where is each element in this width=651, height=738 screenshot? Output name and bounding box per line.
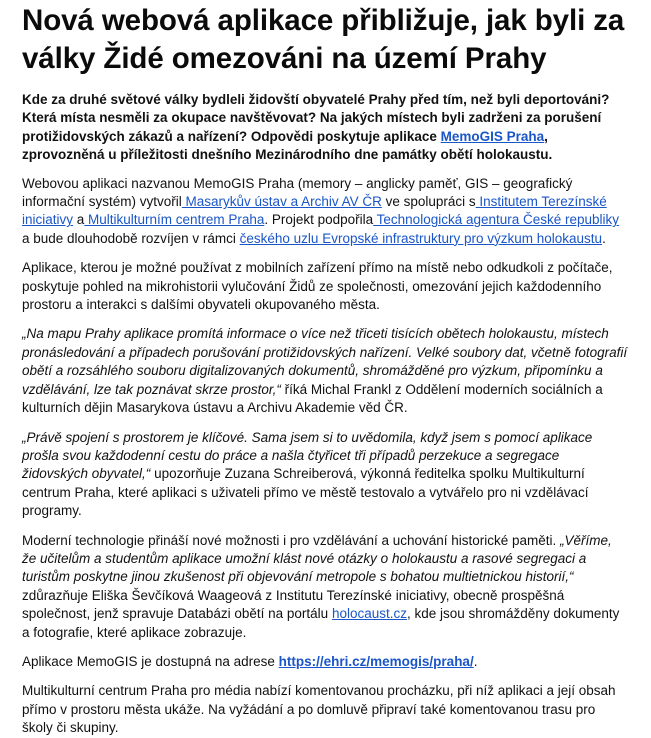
p1-text-5: a bude dlouhodobě rozvíjen v rámci [22, 230, 240, 246]
p1-text-2: ve spolupráci s [381, 194, 476, 210]
paragraph-app-url [22, 653, 629, 671]
p1-text-3: a [73, 212, 85, 228]
frankl-attribution: říká Michal Frankl z Oddělení moderních sociálních a kulturních dějin Masarykova ústavu a Archivu Akademie věd ČR. [22, 381, 603, 416]
waageova-quote: „Věříme, že učitelům a studentům aplikace umožní klást nové otázky o holokaustu a rasové segregaci a turistům poskytne jinou zkušenost při objevování metropole s bohatou multietnickou historií,“ [22, 532, 612, 585]
p6-text-2: . [473, 653, 478, 669]
p5-text-1: Moderní technologie přináší nové možnosti i pro vzdělávání a uchování historické paměti. [22, 532, 561, 548]
lead-text-2: , zprovozněná u příležitosti dnešního Mezinárodního dne památky obětí holokaustu. [22, 128, 553, 163]
schreiberova-attribution: upozorňuje Zuzana Schreiberová, výkonná ředitelka spolku Multikulturní centrum Praha, které aplikaci s uživateli přímo ve městě testovalo a vytvářelo pro ni vzdělávací programy. [22, 466, 589, 519]
paragraph-guided-tour: Multikulturní centrum Praha pro média nabízí komentovanou procházku, při níž aplikaci a její obsah přímo v prostoru města ukáže. Na vyžádání a po domluvě připraví také komentovanou trasu pro školy či skupiny. [22, 683, 616, 736]
lead-paragraph [22, 91, 629, 165]
paragraph-app-usage: Aplikace, kterou je možné používat z mobilních zařízení přímo na místě nebo odkudkoli z počítače, poskytuje pohled na mikrohistorii vylučování Židů ze společnosti, omezování jejich každodenního prostoru a interakci s dalšími obyvateli okupovaného města. [22, 260, 613, 313]
paragraph-creators [22, 175, 629, 249]
holocaust-cz-link[interactable]: holocaust.cz [331, 606, 407, 622]
multikulturni-centrum-link[interactable]: Multikulturním centrem Praha [84, 212, 265, 228]
p5-text-3: , kde jsou shromážděny dokumenty a fotografie, které aplikace zobrazuje. [22, 606, 620, 640]
lead-text-1: Kde za druhé světové války bydleli židovští obyvatelé Prahy před tím, než byli deportováni? Která místa nesměli za okupace navštěvovat? Na jakých místech byli zadrženi za porušení protižidovských zákazů a nařízení? Odpovědi poskytuje aplikace [22, 92, 610, 144]
p1-text-4: . Projekt podpořila [264, 212, 374, 228]
ehri-czech-node-link[interactable]: českého uzlu Evropské infrastruktury pro výzkum holokaustu [239, 230, 603, 246]
paragraph-schreiberova-quote [22, 429, 629, 521]
institut-terezinske-iniciativy-link[interactable]: Institutem Terezínské iniciativy [22, 194, 607, 228]
masarykuv-ustav-link[interactable]: Masarykův ústav a Archiv AV ČR [181, 194, 382, 210]
technologicka-agentura-link[interactable]: Technologická agentura České republiky [373, 212, 620, 228]
paragraph-waageova-quote [22, 532, 629, 642]
schreiberova-quote: „Právě spojení s prostorem je klíčové. Sama jsem si to uvědomila, když jsem s pomocí aplikace prošla svou každodenní cestu do práce a našla čtyřicet tři případů perzekuce a segregace židovských obyvatel,“ [22, 429, 593, 482]
frankl-quote: „Na mapu Prahy aplikace promítá informace o více než třiceti tisících obětech holokaustu, místech pronásledování a případech porušování protižidovských nařízení. Velké soubory dat, včetně fotografií obětí a rozsáhlého souboru digitalizovaných dokumentů, shromážděné pro výzkum, připomínku a vzdělávání, lze tak poznávat skrze prostor,“ [22, 326, 628, 397]
p1-text-1: Webovou aplikaci nazvanou MemoGIS Praha (memory – anglicky paměť, GIS – geografický informační systém) vytvořil [22, 175, 573, 210]
p5-text-2: zdůrazňuje Eliška Ševčíková Waageová z Institutu Terezínské iniciativy, obecně prospěšná společnost, jenž spravuje Databázi obětí na portálu [22, 587, 565, 622]
memogis-praha-link[interactable]: MemoGIS Praha [440, 128, 545, 144]
memogis-url-link[interactable]: https://ehri.cz/memogis/praha/ [278, 653, 474, 669]
p6-text-1: Aplikace MemoGIS je dostupná na adrese [22, 653, 279, 669]
p1-text-6: . [602, 230, 606, 246]
paragraph-frankl-quote [22, 325, 629, 417]
article-title: Nová webová aplikace přibližuje, jak byli za války Židé omezováni na území Prahy [22, 4, 625, 75]
